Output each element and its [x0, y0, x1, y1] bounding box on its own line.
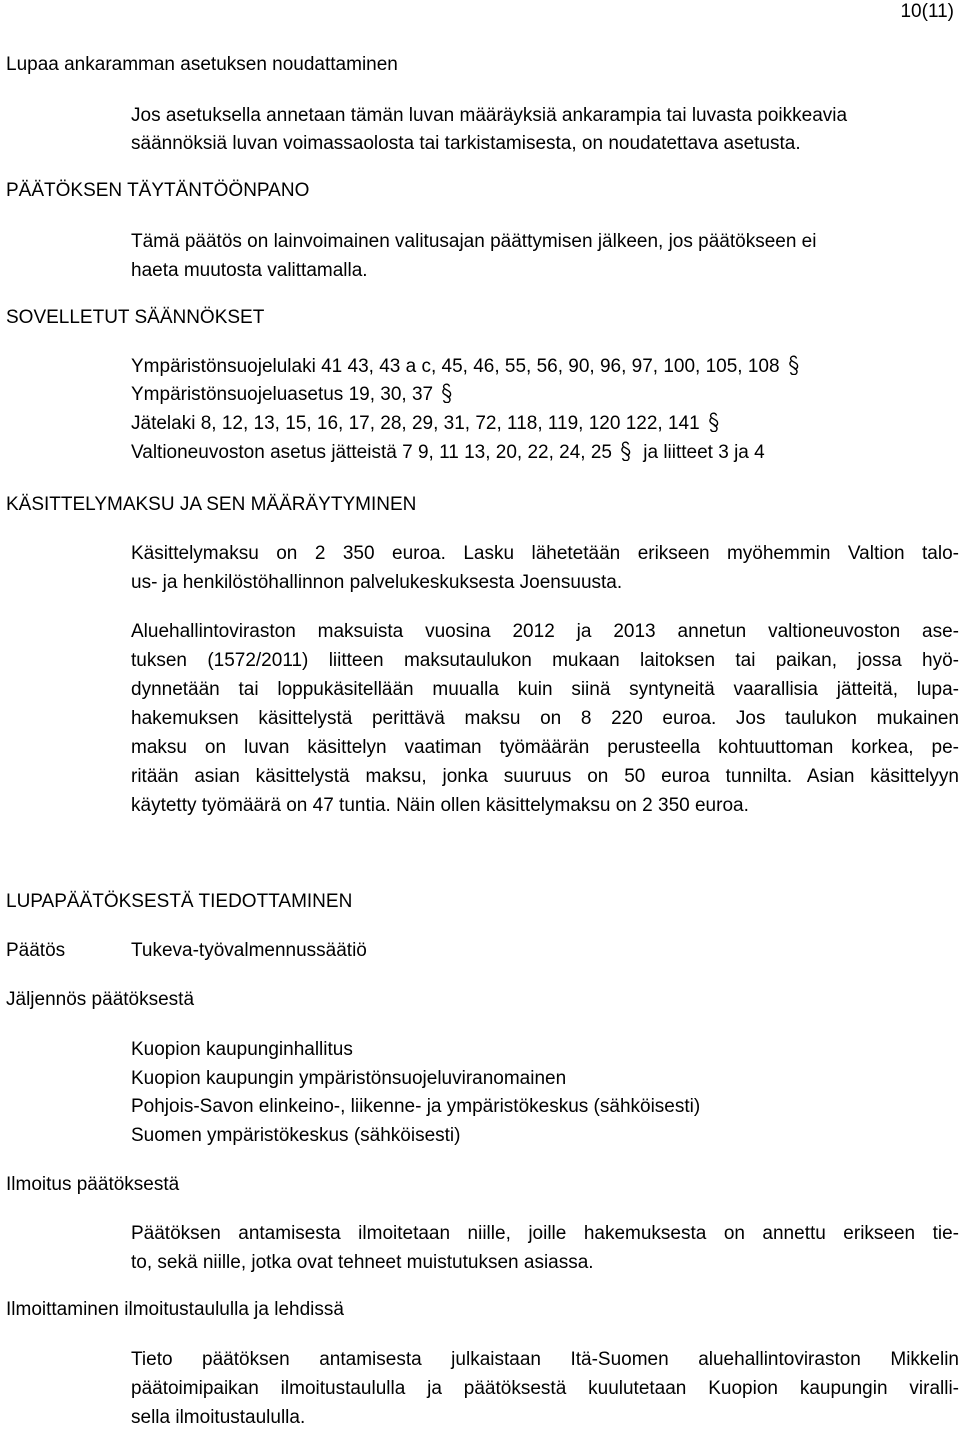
body-line: haeta muutosta valittamalla.: [131, 260, 368, 281]
body-line: hakemuksen käsittelystä perittävä maksu on 8 220 euroa. Jos taulukon mukainen: [131, 708, 959, 729]
section-heading-tiedottaminen: LUPAPÄÄTÖKSESTÄ TIEDOTTAMINEN: [6, 891, 353, 912]
body-line: säännöksiä luvan voimassaolosta tai tarkistamisesta, on noudatettava asetusta.: [131, 133, 801, 154]
body-line: to, sekä niille, jotka ovat tehneet muistutuksen asiassa.: [131, 1252, 594, 1273]
section-sign-icon: [441, 383, 453, 403]
body-line: ritään asian käsittelystä maksu, jonka suuruus on 50 euroa tunnilta. Asian käsittelyyn: [131, 766, 959, 787]
body-line: Tämä päätös on lainvoimainen valitusajan päättymisen jälkeen, jos päätökseen ei: [131, 231, 817, 252]
statute-text: ja liitteet 3 ja 4: [643, 442, 765, 463]
statute-text: Valtioneuvoston asetus jätteistä 7 9, 11 13, 20, 22, 24, 25: [131, 442, 612, 463]
body-line: maksu on luvan käsittelyn vaatiman työmäärän perusteella kohtuuttoman korkea, pe-: [131, 737, 959, 758]
body-line: Jos asetuksella annetaan tämän luvan määräyksiä ankarampia tai luvasta poikkeavia: [131, 105, 848, 126]
copy-recipient: Kuopion kaupungin ympäristönsuojeluviranomainen: [131, 1068, 567, 1089]
body-line: dynnetään tai loppukäsitellään muualla kuin siinä syntyneitä vaarallisia jätteitä, lupa-: [131, 679, 959, 700]
copy-recipient: Suomen ympäristökeskus (sähköisesti): [131, 1125, 461, 1146]
body-line: Päätöksen antamisesta ilmoitetaan niille, joille hakemuksesta on annettu erikseen tie-: [131, 1223, 959, 1244]
statute-text: Jätelaki 8, 12, 13, 15, 16, 17, 28, 29, 31, 72, 118, 119, 120 122, 141: [131, 413, 700, 434]
copy-label: Jäljennös päätöksestä: [6, 989, 195, 1010]
copy-recipient: Kuopion kaupunginhallitus: [131, 1039, 353, 1060]
body-line: Käsittelymaksu on 2 350 euroa. Lasku lähetetään erikseen myöhemmin Valtion talo-: [131, 543, 959, 564]
decision-label: Päätös: [6, 940, 66, 961]
body-line: käytetty työmäärä on 47 tuntia. Näin ollen käsittelymaksu on 2 350 euroa.: [131, 795, 749, 816]
section-sign-icon: [620, 441, 632, 461]
body-line: Aluehallintoviraston maksuista vuosina 2012 ja 2013 annetun valtioneuvoston ase-: [131, 621, 959, 642]
statute-line: [131, 353, 959, 381]
section-heading-kasittelymaksu: KÄSITTELYMAKSU JA SEN MÄÄRÄYTYMINEN: [6, 494, 417, 515]
section-heading-taytantoonpano: PÄÄTÖKSEN TÄYTÄNTÖÖNPANO: [6, 180, 310, 201]
section-heading-saannokset: SOVELLETUT SÄÄNNÖKSET: [6, 307, 265, 328]
statute-line: [131, 439, 959, 467]
publication-paragraph: [131, 1345, 959, 1432]
body-line: päätoimipaikan ilmoitustaululla ja päätöksestä kuulutetaan Kuopion kaupungin viralli-: [131, 1378, 959, 1399]
statute-line: [131, 410, 959, 438]
fee-paragraph-2: [131, 617, 959, 820]
fee-paragraph-1: [131, 539, 959, 597]
body-line: us- ja henkilöstöhallinnon palvelukeskuksesta Joensuusta.: [131, 572, 623, 593]
notice-label: Ilmoitus päätöksestä: [6, 1174, 180, 1195]
body-line: sella ilmoitustaululla.: [131, 1407, 306, 1428]
notice-paragraph: [131, 1219, 959, 1277]
page-number: 10(11): [900, 1, 954, 22]
statute-line: [131, 381, 959, 409]
section-sign-icon: [708, 412, 720, 432]
decision-recipient: Tukeva-työvalmennussäätiö: [131, 940, 367, 961]
publication-label: Ilmoittaminen ilmoitustaululla ja lehdissä: [6, 1299, 344, 1320]
copy-recipient: Pohjois-Savon elinkeino-, liikenne- ja ympäristökeskus (sähköisesti): [131, 1096, 701, 1117]
statute-text: Ympäristönsuojeluasetus 19, 30, 37: [131, 384, 434, 405]
section-heading-lupaa: Lupaa ankaramman asetuksen noudattaminen: [6, 54, 398, 75]
statute-text: Ympäristönsuojelulaki 41 43, 43 a c, 45, 46, 55, 56, 90, 96, 97, 100, 105, 108: [131, 356, 780, 377]
body-line: tuksen (1572/2011) liitteen maksutaulukon mukaan laitoksen tai paikan, jossa hyö-: [131, 650, 959, 671]
body-line: Tieto päätöksen antamisesta julkaistaan Itä-Suomen aluehallintoviraston Mikkelin: [131, 1349, 959, 1370]
section-sign-icon: [788, 355, 800, 375]
